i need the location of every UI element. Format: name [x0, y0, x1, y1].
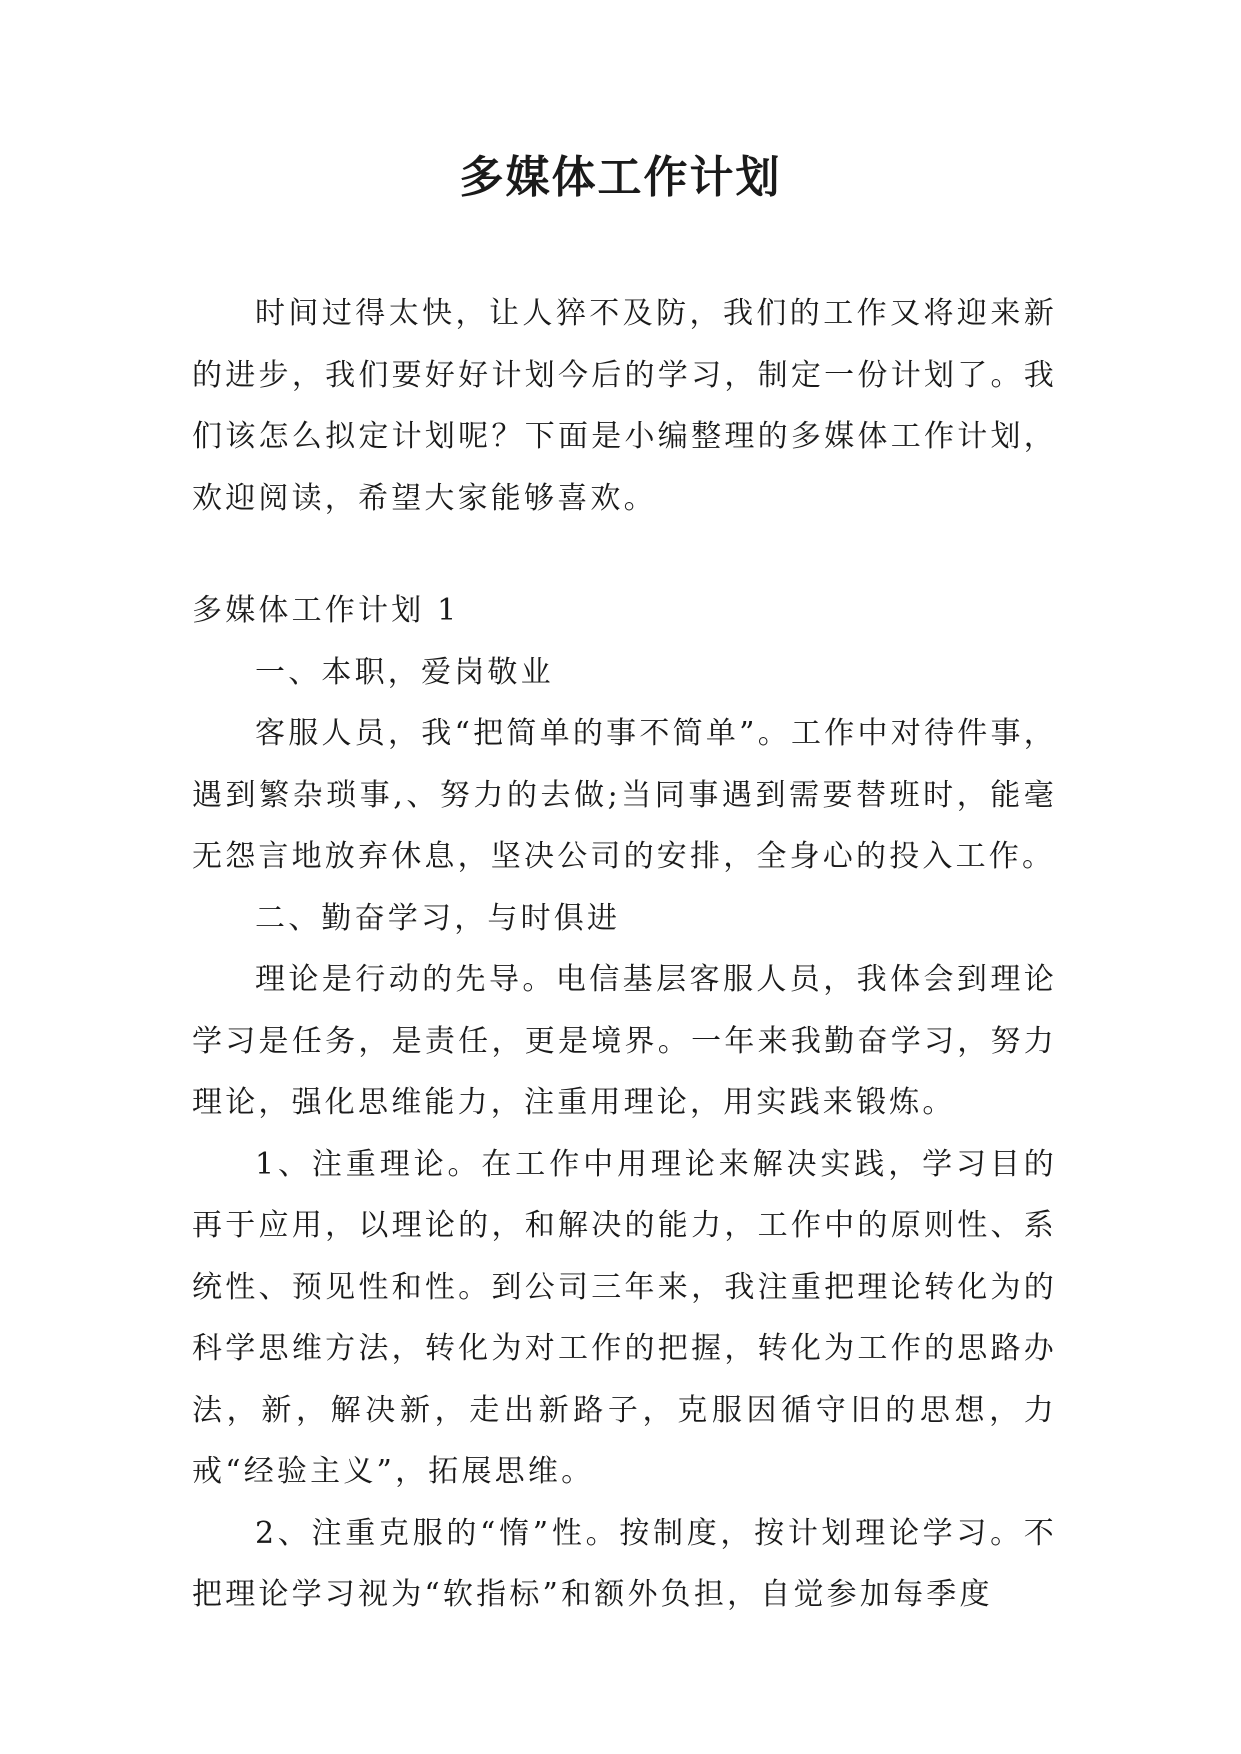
- body-paragraph-2: 理论是行动的先导。电信基层客服人员，我体会到理论学习是任务，是责任，更是境界。一年来我勤奋学习，努力理论，强化思维能力，注重用理论，用实践来锻炼。: [192, 962, 1057, 1120]
- body-paragraph-3: 1、注重理论。在工作中用理论来解决实践，学习目的再于应用，以理论的，和解决的能力，工作中的原则性、系统性、预见性和性。到公司三年来，我注重把理论转化为的科学思维方法，转化为对工作的把握，转化为工作的思路办法，新，解决新，走出新路子，克服因循守旧的思想，力戒“经验主义”，拓展思维。: [192, 1146, 1057, 1489]
- body-paragraph-4: 2、注重克服的“惰”性。按制度，按计划理论学习。不把理论学习视为“软指标”和额外负担，自觉参加每季度: [192, 1515, 1057, 1612]
- subheading-1: 一、本职，爱岗敬业: [255, 654, 554, 690]
- subheading-2: 二、勤奋学习，与时俱进: [255, 900, 621, 936]
- intro-paragraph: 时间过得太快，让人猝不及防，我们的工作又将迎来新的进步，我们要好好计划今后的学习，制定一份计划了。我们该怎么拟定计划呢？下面是小编整理的多媒体工作计划，欢迎阅读，希望大家能够喜欢。: [192, 296, 1057, 516]
- document-title: 多媒体工作计划: [459, 152, 782, 203]
- body-paragraph-1: 客服人员，我“把简单的事不简单”。工作中对待件事，遇到繁杂琐事,、努力的去做;当同事遇到需要替班时，能毫无怨言地放弃休息，坚决公司的安排，全身心的投入工作。: [192, 716, 1057, 874]
- section-heading: 多媒体工作计划 1: [192, 593, 460, 628]
- document-body: [192, 283, 1057, 1626]
